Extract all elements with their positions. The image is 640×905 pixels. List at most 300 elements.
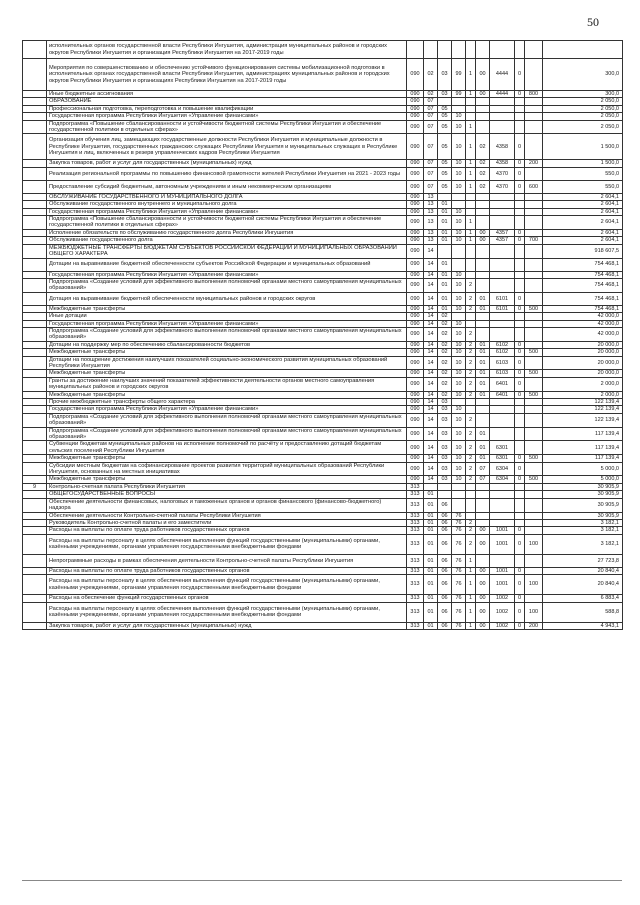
code-subsection: 03	[438, 476, 452, 483]
table-row	[23, 427, 623, 441]
code-event: 02	[476, 167, 490, 180]
code-spare: 0	[515, 455, 525, 462]
code-subsection	[438, 193, 452, 200]
row-sum: 20 000,0	[543, 341, 623, 348]
code-spare	[515, 278, 525, 292]
code-direction	[490, 201, 515, 208]
code-grbs: 313	[407, 595, 424, 602]
row-name: Профессиональная подготовка, переподготовка и повышение квалификации	[47, 105, 407, 112]
code-direction: 6401	[490, 391, 515, 398]
code-spare: 0	[515, 91, 525, 98]
code-direction: 4444	[490, 59, 515, 91]
code-subsection: 01	[438, 208, 452, 215]
table-row	[23, 98, 623, 105]
budget-table	[22, 40, 623, 630]
code-grbs: 090	[407, 370, 424, 377]
code-expense-type	[525, 98, 543, 105]
code-subprogram: 2	[466, 462, 476, 476]
row-number	[23, 377, 47, 391]
table-row	[23, 278, 623, 292]
code-subsection: 01	[438, 216, 452, 230]
row-number	[23, 208, 47, 215]
code-event	[476, 201, 490, 208]
code-program: 76	[452, 575, 466, 595]
table-row	[23, 622, 623, 629]
code-subsection	[438, 244, 452, 258]
code-expense-type	[525, 120, 543, 134]
code-subsection: 03	[438, 91, 452, 98]
row-number	[23, 356, 47, 370]
code-spare	[515, 320, 525, 327]
code-program: 10	[452, 441, 466, 455]
row-name: Государственная программа Республики Ингушетия «Управление финансами»	[47, 113, 407, 120]
code-section: 13	[424, 216, 438, 230]
code-spare	[515, 258, 525, 271]
code-subsection: 01	[438, 201, 452, 208]
code-spare: 0	[515, 534, 525, 554]
row-sum: 20 000,0	[543, 356, 623, 370]
code-subsection: 02	[438, 327, 452, 341]
code-subprogram	[466, 193, 476, 200]
table-row	[23, 320, 623, 327]
code-direction: 6301	[490, 455, 515, 462]
code-direction: 6101	[490, 305, 515, 312]
code-event	[476, 244, 490, 258]
code-grbs: 313	[407, 491, 424, 498]
code-program	[452, 98, 466, 105]
code-subprogram: 2	[466, 534, 476, 554]
code-subprogram: 2	[466, 391, 476, 398]
code-event	[476, 498, 490, 512]
row-name: Расходы на выплаты по оплате труда работников государственных органов	[47, 527, 407, 534]
code-expense-type	[525, 441, 543, 455]
code-subsection: 02	[438, 377, 452, 391]
code-program	[452, 201, 466, 208]
code-section: 07	[424, 120, 438, 134]
code-expense-type: 800	[525, 91, 543, 98]
row-number	[23, 41, 47, 59]
code-program: 76	[452, 567, 466, 574]
code-grbs: 090	[407, 216, 424, 230]
row-number	[23, 622, 47, 629]
code-program: 76	[452, 512, 466, 519]
code-subsection: 06	[438, 498, 452, 512]
code-subsection: 06	[438, 567, 452, 574]
code-spare	[515, 512, 525, 519]
code-direction	[490, 491, 515, 498]
code-direction	[490, 258, 515, 271]
table-row	[23, 160, 623, 167]
code-grbs: 090	[407, 391, 424, 398]
code-program: 10	[452, 341, 466, 348]
code-subsection	[438, 491, 452, 498]
code-direction: 6304	[490, 462, 515, 476]
code-direction: 6301	[490, 441, 515, 455]
code-subsection: 01	[438, 258, 452, 271]
row-name: Закупка товаров, работ и услуг для государственных (муниципальных) нужд	[47, 160, 407, 167]
code-expense-type: 500	[525, 370, 543, 377]
code-program: 10	[452, 237, 466, 244]
row-name: Расходы на выплаты персоналу в целях обеспечения выполнения функций государственными (муниципальными) органами, казёнными учреждениями, органами управления государственными внебюджетными фондами	[47, 575, 407, 595]
code-section: 07	[424, 98, 438, 105]
table-row	[23, 113, 623, 120]
code-direction	[490, 512, 515, 519]
row-name: Государственная программа Республики Ингушетия «Управление финансами»	[47, 208, 407, 215]
row-name: Прочие межбюджетные трансферты общего характера	[47, 399, 407, 406]
code-event: 00	[476, 91, 490, 98]
code-subprogram: 1	[466, 167, 476, 180]
row-sum: 122 139,4	[543, 406, 623, 413]
code-event	[476, 113, 490, 120]
code-direction	[490, 554, 515, 567]
code-subprogram: 1	[466, 575, 476, 595]
row-name: Дотация на выравнивание бюджетной обеспеченности муниципальных районов и городских округов	[47, 292, 407, 305]
code-expense-type	[525, 258, 543, 271]
code-subprogram	[466, 41, 476, 59]
row-sum: 2 604,1	[543, 237, 623, 244]
row-name: Межбюджетные трансферты	[47, 349, 407, 356]
code-expense-type	[525, 167, 543, 180]
code-subprogram	[466, 258, 476, 271]
row-number	[23, 120, 47, 134]
code-grbs: 090	[407, 476, 424, 483]
row-sum: 2 604,1	[543, 229, 623, 236]
code-subsection: 06	[438, 575, 452, 595]
code-subsection: 05	[438, 134, 452, 160]
code-event: 00	[476, 575, 490, 595]
row-name: Субвенции бюджетам муниципальных районов на исполнение полномочий по расчёту и предоставлению дотаций бюджетам сельских поселений Республики Ингушетия	[47, 441, 407, 455]
code-expense-type: 600	[525, 180, 543, 193]
page-number: 50	[587, 15, 599, 29]
code-expense-type	[525, 278, 543, 292]
code-spare: 0	[515, 391, 525, 398]
table-row	[23, 208, 623, 215]
code-subprogram: 2	[466, 476, 476, 483]
table-row	[23, 327, 623, 341]
code-subsection: 02	[438, 370, 452, 377]
row-name: Государственная программа Республики Ингушетия «Управление финансами»	[47, 320, 407, 327]
table-row	[23, 356, 623, 370]
code-expense-type	[525, 512, 543, 519]
code-program: 10	[452, 356, 466, 370]
code-subprogram: 2	[466, 455, 476, 462]
code-event: 00	[476, 622, 490, 629]
code-expense-type	[525, 567, 543, 574]
code-event	[476, 193, 490, 200]
code-program: 10	[452, 134, 466, 160]
code-grbs: 090	[407, 455, 424, 462]
code-section: 02	[424, 91, 438, 98]
row-sum: 300,0	[543, 91, 623, 98]
row-number	[23, 180, 47, 193]
code-subsection: 06	[438, 534, 452, 554]
table-row	[23, 105, 623, 112]
code-direction: 1002	[490, 602, 515, 622]
row-number	[23, 441, 47, 455]
table-row	[23, 441, 623, 455]
row-sum: 42 000,0	[543, 313, 623, 320]
row-number	[23, 216, 47, 230]
code-program: 10	[452, 160, 466, 167]
code-subprogram: 1	[466, 59, 476, 91]
row-name: Дотации на поощрение достижения наилучших показателей социально-экономического развития муниципальных образований Республики Ингушетия	[47, 356, 407, 370]
table-row	[23, 462, 623, 476]
code-event: 07	[476, 462, 490, 476]
row-number	[23, 98, 47, 105]
row-name: ОБСЛУЖИВАНИЕ ГОСУДАРСТВЕННОГО И МУНИЦИПАЛЬНОГО ДОЛГА	[47, 193, 407, 200]
code-program: 10	[452, 271, 466, 278]
code-spare: 0	[515, 160, 525, 167]
code-subprogram	[466, 483, 476, 490]
code-subsection: 01	[438, 278, 452, 292]
code-event	[476, 105, 490, 112]
code-section: 07	[424, 160, 438, 167]
code-program: 10	[452, 377, 466, 391]
code-spare	[515, 327, 525, 341]
code-direction	[490, 216, 515, 230]
code-section: 07	[424, 167, 438, 180]
row-name: Обеспечение деятельности финансовых, налоговых и таможенных органов и органов финансового (финансово-бюджетного) надзора	[47, 498, 407, 512]
code-program: 10	[452, 208, 466, 215]
code-section: 01	[424, 595, 438, 602]
row-sum: 30 905,9	[543, 483, 623, 490]
table-row	[23, 349, 623, 356]
code-direction	[490, 399, 515, 406]
code-spare	[515, 406, 525, 413]
code-section	[424, 41, 438, 59]
code-event: 01	[476, 292, 490, 305]
code-direction: 4444	[490, 91, 515, 98]
code-event: 01	[476, 441, 490, 455]
code-program: 10	[452, 462, 466, 476]
code-subsection: 03	[438, 462, 452, 476]
code-grbs: 090	[407, 237, 424, 244]
code-expense-type: 200	[525, 160, 543, 167]
code-grbs: 090	[407, 105, 424, 112]
code-direction	[490, 483, 515, 490]
table-row	[23, 91, 623, 98]
code-event	[476, 413, 490, 427]
row-name: Руководитель Контрольно-счетной палаты и его заместители	[47, 519, 407, 526]
code-section: 01	[424, 498, 438, 512]
row-number	[23, 427, 47, 441]
code-section	[424, 483, 438, 490]
code-program: 10	[452, 229, 466, 236]
code-subprogram: 2	[466, 370, 476, 377]
row-sum: 2 604,1	[543, 201, 623, 208]
code-spare: 0	[515, 229, 525, 236]
row-sum: 300,0	[543, 59, 623, 91]
code-event	[476, 519, 490, 526]
row-name: ОБЩЕГОСУДАРСТВЕННЫЕ ВОПРОСЫ	[47, 491, 407, 498]
code-event	[476, 320, 490, 327]
code-expense-type	[525, 356, 543, 370]
code-grbs: 090	[407, 406, 424, 413]
row-name: Подпрограмма «Создание условий для эффективного выполнения полномочий органами местного самоуправления муниципальных образований»	[47, 278, 407, 292]
row-sum: 588,8	[543, 602, 623, 622]
row-sum: 754 468,1	[543, 258, 623, 271]
code-expense-type: 500	[525, 305, 543, 312]
code-spare	[515, 105, 525, 112]
code-subsection: 01	[438, 237, 452, 244]
table-row	[23, 519, 623, 526]
row-number	[23, 91, 47, 98]
code-direction	[490, 41, 515, 59]
code-program	[452, 258, 466, 271]
code-subprogram: 2	[466, 349, 476, 356]
code-grbs: 090	[407, 98, 424, 105]
row-name: Межбюджетные трансферты	[47, 370, 407, 377]
code-grbs: 313	[407, 483, 424, 490]
code-grbs: 313	[407, 519, 424, 526]
table-row	[23, 595, 623, 602]
table-row	[23, 399, 623, 406]
code-subprogram: 2	[466, 292, 476, 305]
code-program: 10	[452, 278, 466, 292]
code-subsection: 05	[438, 160, 452, 167]
row-name: Обслуживание государственного внутреннего и муниципального долга	[47, 201, 407, 208]
code-spare	[515, 313, 525, 320]
code-section: 01	[424, 567, 438, 574]
table-row	[23, 575, 623, 595]
code-grbs: 090	[407, 134, 424, 160]
code-grbs: 090	[407, 120, 424, 134]
code-program	[452, 244, 466, 258]
code-spare	[515, 413, 525, 427]
row-number	[23, 237, 47, 244]
code-event	[476, 491, 490, 498]
code-expense-type: 500	[525, 476, 543, 483]
code-spare: 0	[515, 377, 525, 391]
row-sum: 5 000,0	[543, 462, 623, 476]
code-subsection	[438, 41, 452, 59]
row-name: Межбюджетные трансферты	[47, 476, 407, 483]
row-name: Обеспечение деятельности Контрольно-счетной палаты Республики Ингушетия	[47, 512, 407, 519]
code-spare: 0	[515, 462, 525, 476]
code-direction: 6101	[490, 292, 515, 305]
code-spare	[515, 120, 525, 134]
code-subsection: 06	[438, 512, 452, 519]
row-number	[23, 271, 47, 278]
code-grbs: 313	[407, 534, 424, 554]
row-sum: 2 604,1	[543, 216, 623, 230]
row-number	[23, 498, 47, 512]
code-section: 01	[424, 534, 438, 554]
row-sum: 2 050,0	[543, 113, 623, 120]
code-subprogram	[466, 313, 476, 320]
code-subsection: 05	[438, 120, 452, 134]
code-spare	[515, 554, 525, 567]
row-sum: 2 604,1	[543, 208, 623, 215]
code-expense-type	[525, 595, 543, 602]
row-name: Дотации на поддержку мер по обеспечению сбалансированности бюджетов	[47, 341, 407, 348]
code-spare: 0	[515, 476, 525, 483]
code-section: 14	[424, 391, 438, 398]
code-subprogram	[466, 491, 476, 498]
row-number	[23, 455, 47, 462]
code-grbs: 090	[407, 320, 424, 327]
code-section: 14	[424, 244, 438, 258]
code-program: 10	[452, 349, 466, 356]
row-sum: 30 905,9	[543, 498, 623, 512]
code-subprogram	[466, 244, 476, 258]
code-subsection: 03	[438, 455, 452, 462]
row-sum: 754 468,1	[543, 292, 623, 305]
code-expense-type	[525, 320, 543, 327]
row-sum: 2 000,0	[543, 377, 623, 391]
code-subsection: 05	[438, 180, 452, 193]
code-program	[452, 313, 466, 320]
code-direction	[490, 193, 515, 200]
code-expense-type	[525, 498, 543, 512]
code-program	[452, 498, 466, 512]
row-name: Подпрограмма «Создание условий для эффективного выполнения полномочий органами местного самоуправления муниципальных образований»	[47, 327, 407, 341]
code-direction	[490, 105, 515, 112]
code-program: 99	[452, 59, 466, 91]
table-row	[23, 134, 623, 160]
code-expense-type	[525, 341, 543, 348]
code-section: 14	[424, 341, 438, 348]
row-sum: 3 182,1	[543, 527, 623, 534]
row-sum: 2 000,0	[543, 391, 623, 398]
table-row	[23, 229, 623, 236]
row-sum: 20 000,0	[543, 370, 623, 377]
code-expense-type	[525, 399, 543, 406]
code-direction	[490, 427, 515, 441]
code-expense-type	[525, 377, 543, 391]
row-sum: 5 000,0	[543, 476, 623, 483]
code-grbs: 090	[407, 229, 424, 236]
code-program: 10	[452, 370, 466, 377]
code-grbs: 090	[407, 180, 424, 193]
table-row	[23, 554, 623, 567]
code-direction	[490, 320, 515, 327]
code-grbs: 313	[407, 498, 424, 512]
row-sum: 42 000,0	[543, 320, 623, 327]
row-name: ОБРАЗОВАНИЕ	[47, 98, 407, 105]
code-grbs: 090	[407, 292, 424, 305]
code-subprogram: 1	[466, 622, 476, 629]
code-expense-type	[525, 413, 543, 427]
code-grbs: 090	[407, 208, 424, 215]
code-subprogram: 1	[466, 180, 476, 193]
code-grbs: 090	[407, 244, 424, 258]
code-grbs	[407, 41, 424, 59]
table-row	[23, 567, 623, 574]
table-row	[23, 498, 623, 512]
code-grbs: 090	[407, 59, 424, 91]
code-spare	[515, 441, 525, 455]
code-expense-type	[525, 527, 543, 534]
code-section: 14	[424, 320, 438, 327]
code-direction	[490, 498, 515, 512]
code-program: 10	[452, 476, 466, 483]
table-body	[23, 41, 623, 630]
code-subprogram: 2	[466, 356, 476, 370]
row-sum: 122 139,4	[543, 413, 623, 427]
code-program: 10	[452, 167, 466, 180]
row-sum: 754 468,1	[543, 278, 623, 292]
row-name: Расходы на обеспечение функций государственных органов	[47, 595, 407, 602]
code-program	[452, 105, 466, 112]
row-number	[23, 512, 47, 519]
row-number	[23, 349, 47, 356]
row-name: Расходы на выплаты персоналу в целях обеспечения выполнения функций государственными (муниципальными) органами, казёнными учреждениями, органами управления государственными внебюджетными фондами	[47, 534, 407, 554]
code-spare: 0	[515, 567, 525, 574]
code-subsection: 03	[438, 399, 452, 406]
row-name: Иные бюджетные ассигнования	[47, 91, 407, 98]
code-grbs: 313	[407, 575, 424, 595]
